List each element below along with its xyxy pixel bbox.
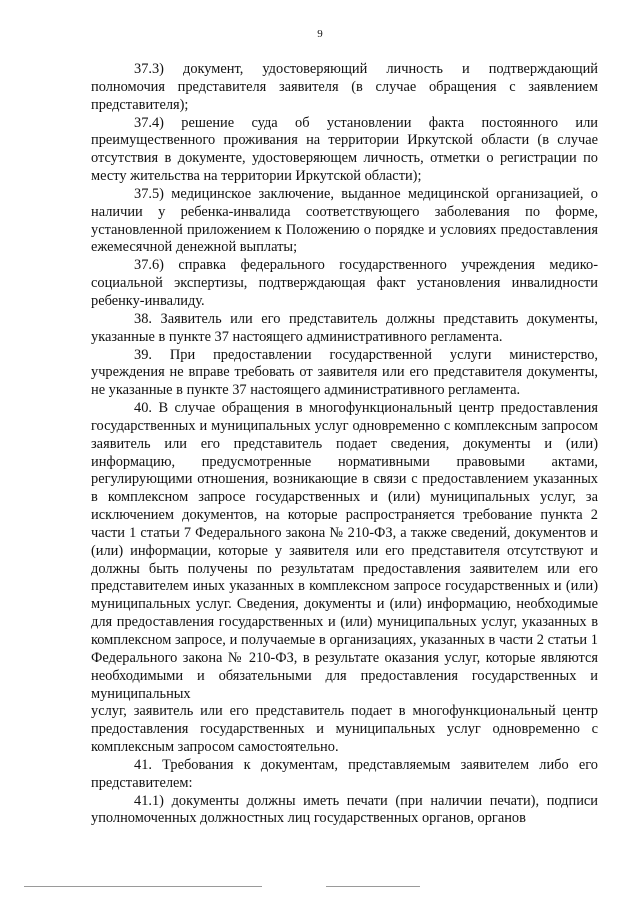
paragraph-40-continuation: услуг, заявитель или его представитель подает в многофункциональный центр предоставления государственных и муниципальных услуг одновременно с комплексным запросом самостоятельно. — [91, 703, 598, 756]
footer-rule-right — [326, 886, 420, 887]
document-body — [91, 61, 598, 828]
paragraph-37-6: 37.6) справка федерального государственного учреждения медико-социальной экспертизы, подтверждающая факт установления инвалидности ребенку-инвалиду. — [91, 257, 598, 309]
footer-rule-left — [24, 886, 262, 887]
paragraph-37-4: 37.4) решение суда об установлении факта постоянного или преимущественного проживания на территории Иркутской области (в случае отсутствия в документе, удостоверяющем личность, отметки о регистрации по месту жительства на территории Иркутской области); — [91, 114, 598, 185]
page-number: 9 — [317, 28, 323, 40]
paragraph-39: 39. При предоставлении государственной услуги министерство, учреждения не вправе требовать от заявителя или его представителя документы, не указанные в пункте 37 настоящего административного регламента. — [91, 346, 598, 399]
paragraph-37-3: 37.3) документ, удостоверяющий личность и подтверждающий полномочия представителя заявителя (в случае обращения с заявлением представителя); — [91, 61, 598, 113]
paragraph-41-1: 41.1) документы должны иметь печати (при наличии печати), подписи уполномоченных должностных лиц государственных органов, органов — [91, 792, 598, 827]
paragraph-38: 38. Заявитель или его представитель должны представить документы, указанные в пункте 37 настоящего административного регламента. — [91, 310, 598, 345]
paragraph-41: 41. Требования к документам, представляемым заявителем либо его представителем: — [91, 756, 598, 791]
paragraph-37-5: 37.5) медицинское заключение, выданное медицинской организацией, о наличии у ребенка-инвалида соответствующего заболевания по форме, установленной приложением к Положению о порядке и условиях предоставления ежемесячной денежной выплаты; — [91, 185, 598, 256]
paragraph-40: 40. В случае обращения в многофункциональный центр предоставления государственных и муниципальных услуг одновременно с комплексным запросом заявитель или его представитель подает сведения, документы и (или) информацию, предусмотренные нормативными правовыми актами, регулирующими отношения, возникающие в связи с предоставлением указанных в комплексном запросе государственных и (или) муниципальных услуг, за исключением документов, на которые распространяется требование пункта 2 части 1 статьи 7 Федерального закона № 210-ФЗ, а также сведений, документов и (или) информации, которые у заявителя или его представителя отсутствуют и должны быть получены по результатам предоставления заявителем или его представителем иных указанных в комплексном запросе государственных и (или) муниципальных услуг. Сведения, документы и (или) информацию, необходимые для предоставления государственных и (или) муниципальных услуг, указанных в комплексном запросе, и получаемые в организациях, указанных в части 2 статьи 1 Федерального закона № 210-ФЗ, в результате оказания услуг, которые являются необходимыми и обязательными для предоставления государственных и муниципальных — [91, 400, 598, 702]
